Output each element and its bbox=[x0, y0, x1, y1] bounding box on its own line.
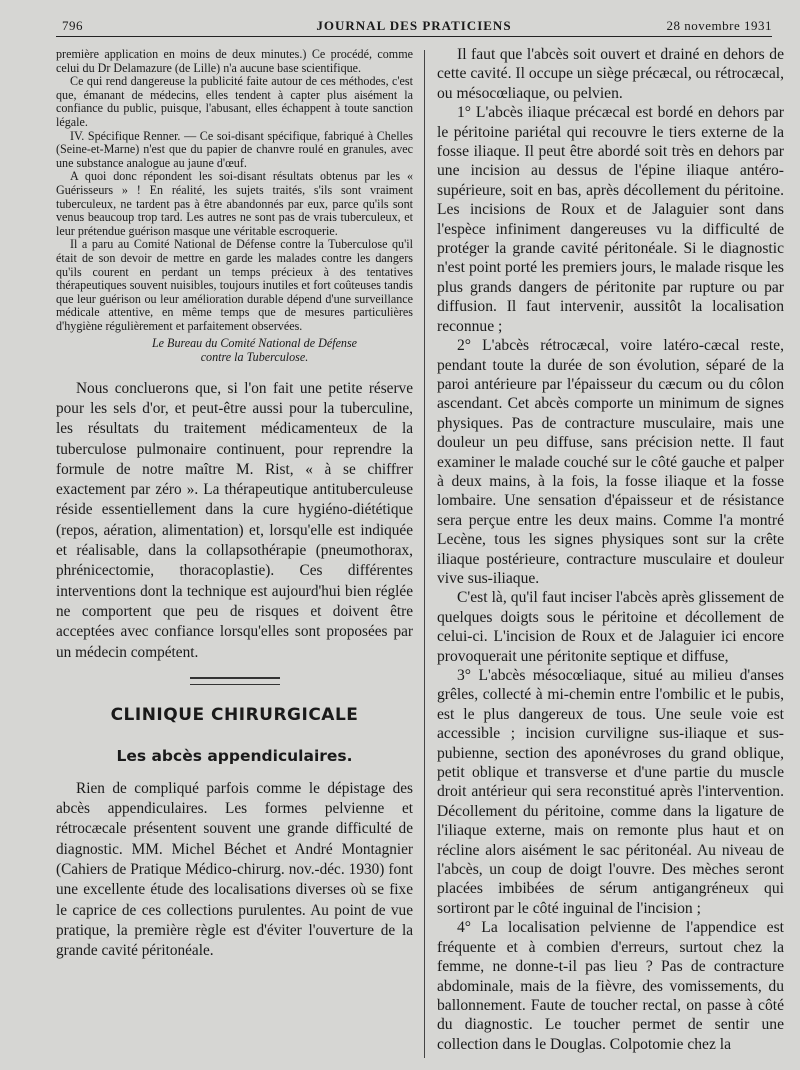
small-paragraph: Il a paru au Comité National de Défense contre la Tuberculose qu'il était de son devoir de mettre en garde les malades contre les dangers qu'ils courent en perdant un temps précieux à des tentatives thérapeutiques souvent nuisibles, toujours inutiles et fort coûteuses tandis que leur guérison ou leur amélioration durable dépend d'une surveillance médicale attentive, en même temps que de mesures particulières d'hygiène régulièrement et parfaitement observées. bbox=[56, 237, 413, 333]
signature-line: Le Bureau du Comité National de Défense bbox=[151, 336, 358, 351]
body-paragraph: 2° L'abcès rétrocæcal, voire latéro-cæcal reste, pendant toute la durée de son évolution, séparé de la paroi antérieure par l'épaisseur du cæcum ou du côlon ascendant. Cet abcès comporte un minimum de signes physiques. Pas de contracture musculaire, mais une douleur un peu diffuse, sans précision nette. Il faut examiner le malade couché sur le côté gauche et palper à deux mains, à la fois, la fosse iliaque et la fosse lombaire. Une sensation d'épaisseur et de résistance sera perçue entre les deux mains. Comme l'a montré Lecène, tous les signes physiques sont sur la crête iliaque postérieure, contracture musculaire et douleur vive sus-iliaque. bbox=[437, 337, 784, 587]
small-paragraph: A quoi donc répondent les soi-disant résultats obtenus par les « Guérisseurs » ! En réalité, les sujets traités, s'ils sont vraiment tuberculeux, ne tardent pas à être abandonnés par eux, parce qu'ils sont venus beaucoup trop tard. Les autres ne sont pas de vrais tuberculeux, et leur prétendue guérison masque une véritable escroquerie. bbox=[56, 169, 413, 238]
article-title: Les abcès appendiculaires. bbox=[116, 746, 353, 765]
journal-title: JOURNAL DES PRATICIENS bbox=[316, 18, 512, 33]
body-paragraph: 1° L'abcès iliaque précæcal est bordé en dehors par le péritoine pariétal qui recouvre le tiers externe de la fosse iliaque. Il peut être abordé soit très en dehors par une incision au dessus de l'épine iliaque antéro-supérieure, soit en bas, après décollement du péritoine. Les incisions de Roux et de Jalaguier sont dans l'espèce infiniment dangereuses vu la difficulté de protéger la grande cavité péritonéale. Si le diagnostic n'est point porté les premiers jours, le malade risque les plus grands dangers de péritonite par rupture ou par diffusion. Il faut intervenir, aussitôt la localisation reconnue ; bbox=[437, 104, 784, 335]
signature-line: contre la Tuberculose. bbox=[200, 350, 309, 365]
section-divider bbox=[190, 677, 280, 685]
body-paragraph: 3° L'abcès mésocœliaque, situé au milieu d'anses grêles, collecté à mi-chemin entre l'ombilic et le pubis, est le plus dangereux de tous. Une seule voie est accessible ; incision curviligne sus-iliaque et sus-pubienne, section des aponévroses du grand oblique, petit oblique et transverse et d'une partie du muscle droit antérieur qui sera reconstitué après l'intervention. Décollement du péritoine, comme dans la ligature de l'iliaque externe, mais on remonte plus haut et on récline alors aisément le sac péritonéal. Au niveau de l'abcès, un coup de doigt l'ouvre. Des mèches seront placées imbibées de sérum antigangréneux qui sortiront par le côté inguinal de l'incision ; bbox=[437, 667, 784, 917]
running-header bbox=[56, 14, 772, 37]
body-paragraph: 4° La localisation pelvienne de l'appendice est fréquente et à combien d'erreurs, surtout chez la femme, ne donne-t-il pas lieu ? Pas de contracture abdominale, mais de la fièvre, des vomissements, du ballonnement. Faute de toucher rectal, on passe à côté du diagnostic. Le toucher permet de sentir une collection dans le Douglas. Colpotomie chez la bbox=[437, 919, 784, 1053]
small-paragraph: IV. Spécifique Renner. — Ce soi-disant spécifique, fabriqué à Chelles (Seine-et-Marne) n'est que du papier de chanvre roulé en granules, avec une substance analogue au jaune d'œuf. bbox=[56, 128, 413, 170]
column-divider bbox=[424, 50, 425, 1058]
conclusion-paragraph: Nous concluerons que, si l'on fait une petite réserve pour les sels d'or, et peut-être aussi pour la tuberculine, les résultats du traitement médicamenteux de la tuberculose pulmonaire continuent, pour reprendre la formule de notre maître M. Rist, « à se chiffrer exactement par zéro ». La thérapeutique antituberculeuse réside essentiellement dans la cure hygiéno-diététique (repos, aération, alimentation) et, lorsqu'elle est indiquée et réalisable, dans la collapsothérapie (pneumothorax, phrénicectomie, thoracoplastie). Ces différentes interventions dont la technique est aujourd'hui bien réglée ne comportent que peu de risques et doivent être acceptées avec confiance lorsqu'elles sont proposées par un médecin compétent. bbox=[56, 379, 413, 661]
page-number: 796 bbox=[62, 18, 83, 33]
body-paragraph: C'est là, qu'il faut inciser l'abcès après glissement de quelques doigts sous le péritoine et décollement de celui-ci. L'incision de Roux et de Jalaguier ici encore provoquerait une péritonite septique et diffuse, bbox=[437, 589, 784, 665]
small-paragraph: Ce qui rend dangereuse la publicité faite autour de ces méthodes, c'est que, émanant de médecins, elles tendent à capter plus aisément la confiance du public, puisque, l'abusant, elles échappent à toute sanction légale. bbox=[56, 74, 413, 129]
issue-date: 28 novembre 1931 bbox=[666, 18, 772, 33]
body-paragraph: Il faut que l'abcès soit ouvert et drainé en dehors de cette cavité. Il occupe un siège précæcal, ou rétrocæcal, ou mésocœliaque, ou pelvien. bbox=[437, 46, 784, 102]
article-intro: Rien de compliqué parfois comme le dépistage des abcès appendiculaires. Les formes pelvienne et rétrocæcale présentent souvent une grande difficulté de diagnostic. MM. Michel Béchet et André Montagnier (Cahiers de Pratique Médico-chirurg. nov.-déc. 1930) font une excellente étude des localisations diverses où se fixe le caprice de ces collections purulentes. Au point de vue pratique, la première règle est d'éviter l'ouverture de la grande cavité péritonéale. bbox=[56, 779, 413, 960]
section-title: CLINIQUE CHIRURGICALE bbox=[110, 704, 359, 725]
small-paragraph: première application en moins de deux minutes.) Ce procédé, comme celui du Dr Delamazure (de Lille) n'a aucune base scientifique. bbox=[56, 47, 413, 75]
right-column bbox=[437, 45, 784, 1054]
left-column bbox=[56, 48, 413, 961]
